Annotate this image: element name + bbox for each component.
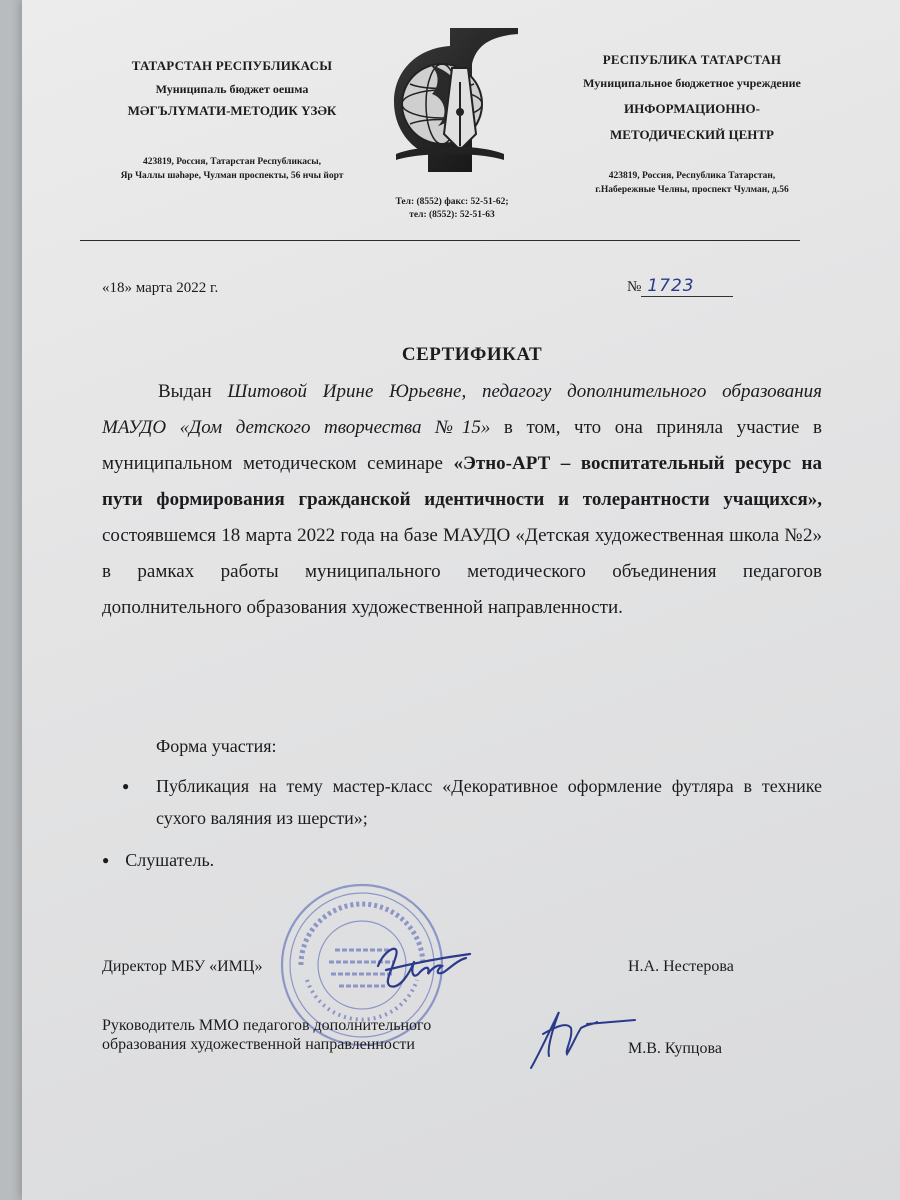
header-right-line2: Муниципальное бюджетное учреждение xyxy=(583,76,801,90)
director-role: Директор МБУ «ИМЦ» xyxy=(102,958,263,975)
header-right-line4: МЕТОДИЧЕСКИЙ ЦЕНТР xyxy=(610,127,774,142)
recipient: Шитовой Ирине Юрьевне, педагогу дополнительного образования МАУДО «Дом детского творчества №15» xyxy=(102,381,823,438)
phone-line2: тел: (8552): 52-51-63 xyxy=(409,210,495,220)
header-left-line1: ТАТАРСТАН РЕСПУБЛИКАСЫ xyxy=(131,58,333,73)
header-phones xyxy=(352,196,552,222)
document-date: «18» марта 2022 г. xyxy=(102,280,219,296)
header-left-address1: 423819, Россия, Татарстан Республикасы, xyxy=(142,157,322,167)
director-name: Н.А. Нестерова xyxy=(628,958,734,975)
director-signature xyxy=(370,936,476,996)
head-role-line1: Руководитель ММО педагогов дополнительного xyxy=(102,1017,432,1034)
certificate-sheet xyxy=(22,0,900,1200)
header-left-address xyxy=(82,155,382,183)
participation-item-2 xyxy=(102,850,214,871)
header-right-address1: 423819, Россия, Республика Татарстан, xyxy=(608,171,776,181)
header-right-address xyxy=(542,169,842,197)
head-role-line2: образования художественной направленности xyxy=(102,1036,415,1053)
header-left-block xyxy=(82,58,382,183)
participation-item-1 xyxy=(122,770,822,834)
header-left-address2: Яр Чаллы шәһәре, Чулман проспекты, 56 нчы йорт xyxy=(120,171,344,181)
number-value: 1723 xyxy=(641,276,733,297)
head-name: М.В. Купцова xyxy=(628,1040,722,1057)
participation-label: Форма участия: xyxy=(156,736,277,756)
header-right-block xyxy=(542,52,842,197)
number-label: № xyxy=(627,279,642,295)
header-divider xyxy=(80,240,800,241)
bullet-icon: ● xyxy=(102,853,110,867)
certificate-body xyxy=(102,374,822,626)
participation-item-text: Слушатель. xyxy=(125,850,215,870)
participation-item-text: Публикация на тему мастер-класс «Декоративное оформление футляра в технике сухого валяния из шерсти»; xyxy=(156,776,822,828)
phone-line1: Тел: (8552) факс: 52-51-62; xyxy=(395,197,509,207)
document-number xyxy=(627,276,733,297)
head-role xyxy=(102,1016,431,1054)
seminar-title: «Этно-АРТ – воспитательный ресурс на пути формирования гражданской идентичности и толерантности учащихся», xyxy=(102,453,822,510)
body-part1: в том, что она приняла участие в муниципальном методическом семинаре xyxy=(102,417,822,474)
header-right-line1: РЕСПУБЛИКА ТАТАРСТАН xyxy=(602,52,782,67)
organization-logo xyxy=(380,24,520,172)
head-signature xyxy=(517,998,637,1076)
issued-word: Выдан xyxy=(158,381,212,402)
header-left-line2: Муниципаль бюджет оешма xyxy=(155,82,309,96)
header-right-line3: ИНФОРМАЦИОННО- xyxy=(623,101,760,116)
bullet-icon: ● xyxy=(122,779,130,793)
header-left-line3: МӘГЪЛҮМАТИ-МЕТОДИК ҮЗӘК xyxy=(127,103,337,118)
body-part2: состоявшемся 18 марта 2022 года на базе МАУДО «Детская художественная школа №2» в рамках работы муниципального методического объединения педагогов дополнительного образования художественной направленности. xyxy=(102,525,822,618)
header-right-address2: г.Набережные Челны, проспект Чулман, д.56 xyxy=(595,185,789,195)
certificate-title: СЕРТИФИКАТ xyxy=(401,344,543,365)
